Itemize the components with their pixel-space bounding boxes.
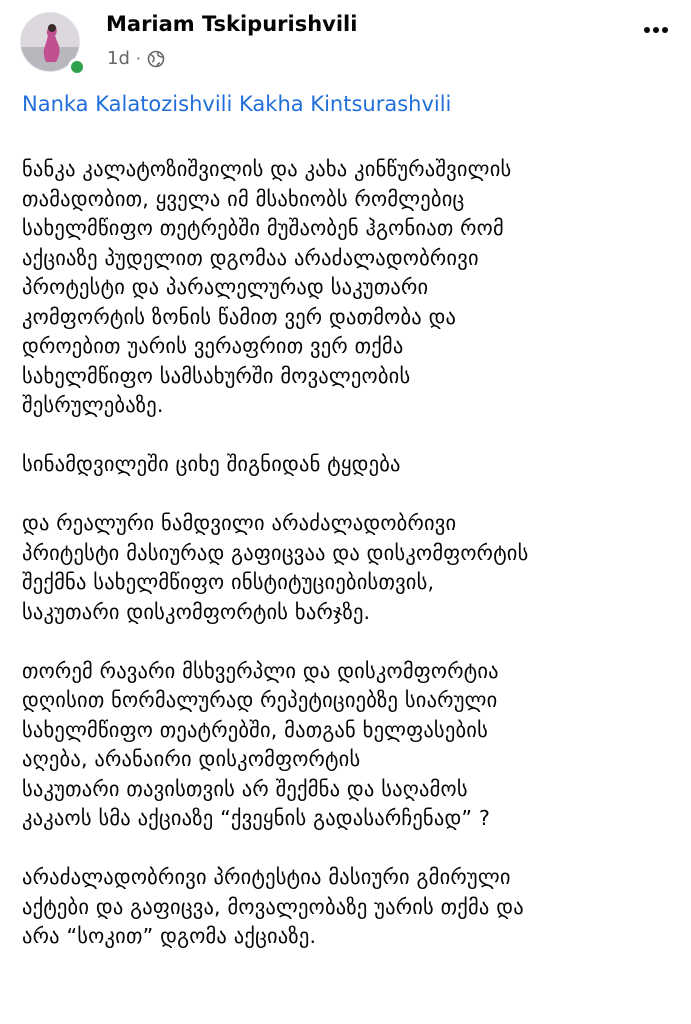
post-time[interactable]: 1d <box>107 48 130 69</box>
text-line: დროებით უარის ვერაფრით ვერ თქმა <box>22 334 404 358</box>
post-paragraph <box>22 450 672 480</box>
text-line: თამადობით, ყველა იმ მსახიობს რომლებიც <box>22 186 465 211</box>
text-line: არაძალადობრივი პრიტესტია მასიური გმირული <box>22 865 511 889</box>
text-line: კაკაოს სმა აქციაზე “ქვეყნის გადასარჩენად” ? <box>22 806 491 830</box>
text-line: სინამდვილეში ციხე შიგნიდან ტყდება <box>22 452 401 476</box>
post-paragraph <box>22 657 672 834</box>
text-line: შესრულებაზე. <box>22 393 164 417</box>
text-line: ნანკა კალატოზიშვილის და კახა კინწურაშვილის <box>22 157 512 181</box>
post-paragraph <box>22 863 672 952</box>
text-line: საკუთარი დისკომფორტის ხარჯზე. <box>22 599 371 624</box>
text-line: არა “სოკით” დგომა აქციაზე. <box>22 924 317 948</box>
author-name[interactable]: Mariam Tskipurishvili <box>106 12 358 36</box>
text-line: პრიტესტი მასიურად გაფიცვაა და დისკომფორტის <box>22 540 529 565</box>
text-line: სახელმწიფო თეატრებში, მათგან ხელფასების <box>22 717 488 742</box>
tagged-people <box>22 92 451 116</box>
text-line: აქტები და გაფიცვა, მოვალეობაზე უარის თქმა და <box>22 894 524 919</box>
text-line: სახელმწიფო სამსახურში მოვალეობის <box>22 363 411 388</box>
post-paragraph <box>22 509 672 627</box>
text-line: და რეალური ნამდვილი არაძალადობრივი <box>22 511 457 535</box>
more-options-button[interactable] <box>636 10 676 50</box>
text-line: თორემ რავარი მსხვერპლი და დისკომფორტია <box>22 658 499 683</box>
post-header <box>16 8 676 78</box>
meta-separator: · <box>135 49 141 68</box>
text-line: კომფორტის ზონის წამით ვერ დათმობა და <box>22 304 457 329</box>
tag-link[interactable]: Nanka Kalatozishvili <box>22 92 233 116</box>
text-line: შექმნა სახელმწიფო ინსტიტუციებისთვის, <box>22 570 435 594</box>
text-line: პროტესტი და პარალელურად საკუთარი <box>22 275 429 299</box>
more-dots-icon <box>643 26 669 34</box>
online-status-indicator <box>68 58 86 76</box>
text-line: დღისით ნორმალურად რეპეტიციებზე სიარული <box>22 688 498 712</box>
text-line: აქციაზე პუდელით დგომაა არაძალადობრივი <box>22 245 479 270</box>
text-line: საკუთარი თავისთვის არ შექმნა და საღამოს <box>22 776 468 801</box>
text-line: აღება, არანაირი დისკომფორტის <box>22 747 361 771</box>
globe-icon[interactable] <box>147 50 165 68</box>
post-paragraph <box>22 155 672 421</box>
text-line: სახელმწიფო თეტრებში მუშაობენ ჰგონიათ რომ <box>22 216 504 240</box>
post-text <box>22 155 672 981</box>
post-meta <box>107 48 165 69</box>
tag-link[interactable]: Kakha Kintsurashvili <box>239 92 452 116</box>
